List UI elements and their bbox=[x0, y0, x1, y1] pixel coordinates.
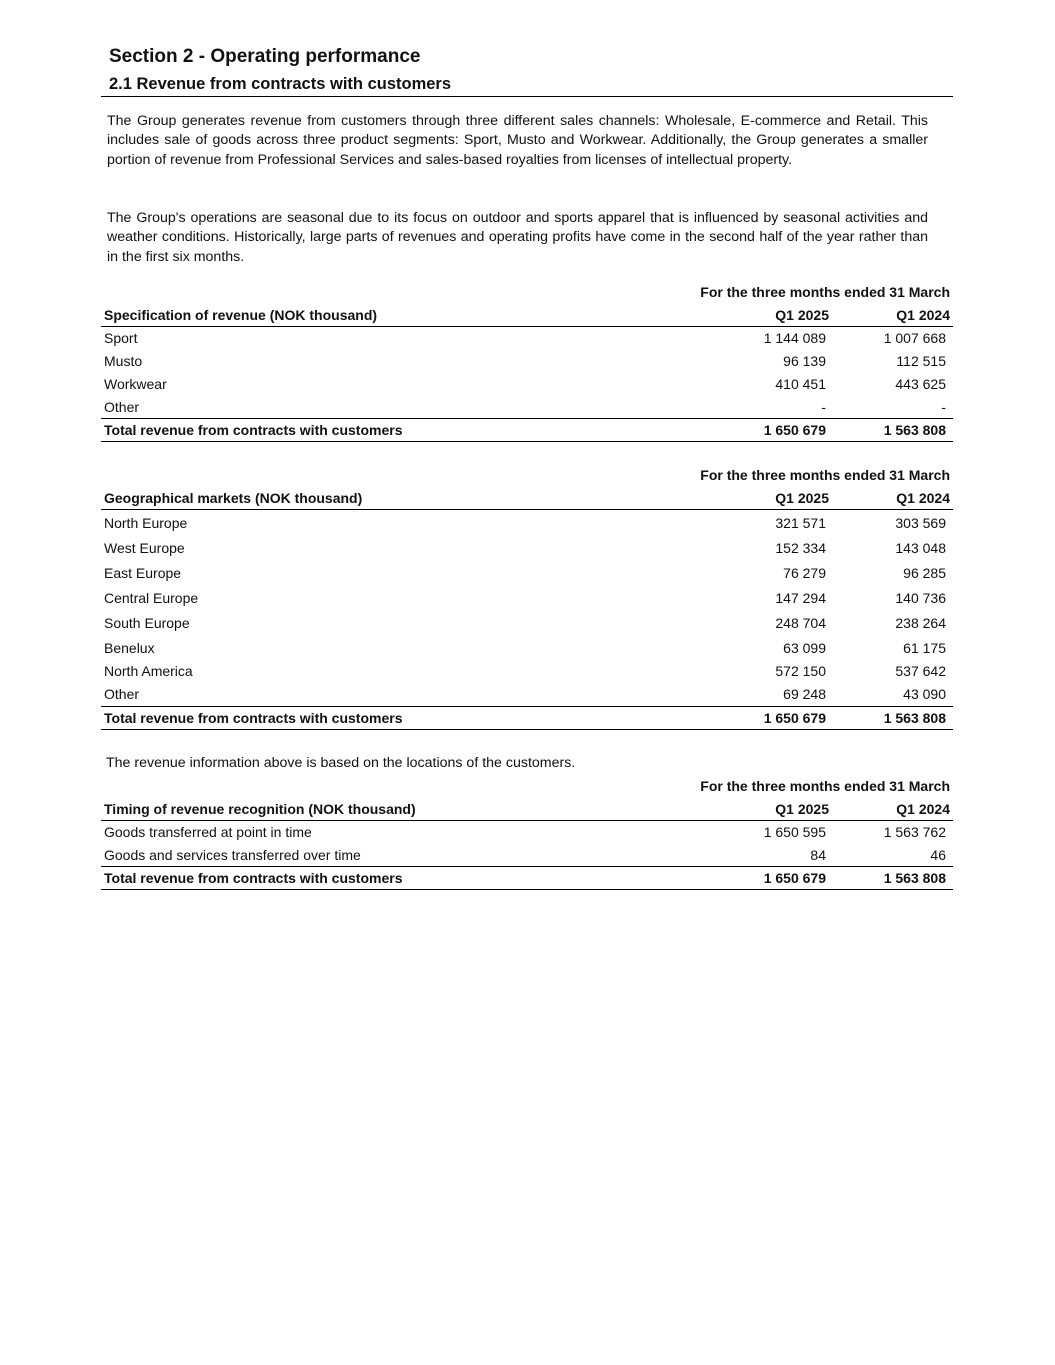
total-value-q1-2025: 1 650 679 bbox=[763, 710, 826, 726]
table-header-label: Specification of revenue (NOK thousand) bbox=[104, 307, 378, 323]
total-label: Total revenue from contracts with customers bbox=[104, 422, 403, 438]
total-value-q1-2025: 1 650 679 bbox=[763, 870, 826, 886]
total-row bbox=[101, 418, 953, 442]
row-label: South Europe bbox=[104, 615, 190, 631]
customer-location-note: The revenue information above is based on the locations of the customers. bbox=[106, 755, 576, 771]
period-header: For the three months ended 31 March bbox=[700, 778, 950, 794]
row-value-q1-2024: 537 642 bbox=[895, 663, 946, 679]
row-label: East Europe bbox=[104, 565, 182, 581]
period-header: For the three months ended 31 March bbox=[700, 284, 950, 300]
table-header-row bbox=[101, 801, 953, 821]
row-value-q1-2024: 1 007 668 bbox=[883, 330, 946, 346]
intro-paragraph: The Group generates revenue from customers through three different sales channels: Wholesale, E-commerce and Retail. This includes sale of goods across three product segments: Sport, Musto and Workwear. Additionally, the Group generates a smaller portion of revenue from Professional Services and sales-based royalties from licenses of intellectual property. bbox=[107, 113, 928, 168]
row-label: Musto bbox=[104, 353, 143, 369]
total-label: Total revenue from contracts with customers bbox=[104, 870, 403, 886]
seasonality-paragraph: The Group's operations are seasonal due to its focus on outdoor and sports apparel that is influenced by seasonal activities and weather conditions. Historically, large parts of revenues and operating profits have come in the second half of the year rather than in the first six months. bbox=[107, 210, 928, 265]
column-header-q1-2024: Q1 2024 bbox=[896, 307, 950, 323]
row-label: Other bbox=[104, 686, 140, 702]
table-header-row bbox=[101, 490, 953, 510]
row-value-q1-2024: 238 264 bbox=[895, 615, 946, 631]
row-value-q1-2025: 147 294 bbox=[775, 590, 826, 606]
table-header-label: Geographical markets (NOK thousand) bbox=[104, 490, 363, 506]
row-value-q1-2025: 96 139 bbox=[783, 353, 826, 369]
row-value-q1-2025: - bbox=[821, 399, 826, 415]
row-label: Sport bbox=[104, 330, 138, 346]
total-value-q1-2025: 1 650 679 bbox=[763, 422, 826, 438]
row-value-q1-2025: 410 451 bbox=[775, 376, 826, 392]
row-value-q1-2025: 76 279 bbox=[783, 565, 826, 581]
row-label: North America bbox=[104, 663, 193, 679]
row-label: Other bbox=[104, 399, 140, 415]
total-row bbox=[101, 866, 953, 890]
column-header-q1-2024: Q1 2024 bbox=[896, 490, 950, 506]
table-header-label: Timing of revenue recognition (NOK thousand) bbox=[104, 801, 416, 817]
row-value-q1-2025: 1 144 089 bbox=[763, 330, 826, 346]
row-value-q1-2025: 321 571 bbox=[775, 515, 826, 531]
row-value-q1-2024: 96 285 bbox=[903, 565, 946, 581]
title-divider bbox=[101, 96, 953, 97]
row-value-q1-2024: 61 175 bbox=[903, 640, 946, 656]
row-label: West Europe bbox=[104, 540, 185, 556]
row-value-q1-2025: 152 334 bbox=[775, 540, 826, 556]
total-value-q1-2024: 1 563 808 bbox=[883, 870, 946, 886]
row-value-q1-2025: 1 650 595 bbox=[763, 824, 826, 840]
row-value-q1-2025: 572 150 bbox=[775, 663, 826, 679]
column-header-q1-2025: Q1 2025 bbox=[775, 490, 829, 506]
total-row bbox=[101, 706, 953, 730]
row-label: North Europe bbox=[104, 515, 188, 531]
period-header: For the three months ended 31 March bbox=[700, 467, 950, 483]
row-value-q1-2025: 69 248 bbox=[783, 686, 826, 702]
row-label: Goods and services transferred over time bbox=[104, 847, 361, 863]
row-label: Workwear bbox=[104, 376, 167, 392]
row-value-q1-2024: 143 048 bbox=[895, 540, 946, 556]
row-value-q1-2025: 248 704 bbox=[775, 615, 826, 631]
table-header-row bbox=[101, 307, 953, 327]
section-title: Section 2 - Operating performance bbox=[109, 46, 421, 67]
row-label: Goods transferred at point in time bbox=[104, 824, 312, 840]
row-label: Benelux bbox=[104, 640, 155, 656]
row-value-q1-2025: 63 099 bbox=[783, 640, 826, 656]
row-value-q1-2024: 443 625 bbox=[895, 376, 946, 392]
total-label: Total revenue from contracts with customers bbox=[104, 710, 403, 726]
sub-title: 2.1 Revenue from contracts with customers bbox=[109, 75, 452, 93]
column-header-q1-2025: Q1 2025 bbox=[775, 801, 829, 817]
row-value-q1-2024: 303 569 bbox=[895, 515, 946, 531]
row-value-q1-2024: 43 090 bbox=[903, 686, 946, 702]
total-value-q1-2024: 1 563 808 bbox=[883, 710, 946, 726]
row-value-q1-2024: 46 bbox=[930, 847, 946, 863]
row-value-q1-2025: 84 bbox=[810, 847, 826, 863]
row-value-q1-2024: 112 515 bbox=[896, 353, 946, 369]
row-label: Central Europe bbox=[104, 590, 199, 606]
column-header-q1-2025: Q1 2025 bbox=[775, 307, 829, 323]
row-value-q1-2024: - bbox=[941, 399, 946, 415]
row-value-q1-2024: 1 563 762 bbox=[883, 824, 946, 840]
row-value-q1-2024: 140 736 bbox=[895, 590, 946, 606]
column-header-q1-2024: Q1 2024 bbox=[896, 801, 950, 817]
total-value-q1-2024: 1 563 808 bbox=[883, 422, 946, 438]
